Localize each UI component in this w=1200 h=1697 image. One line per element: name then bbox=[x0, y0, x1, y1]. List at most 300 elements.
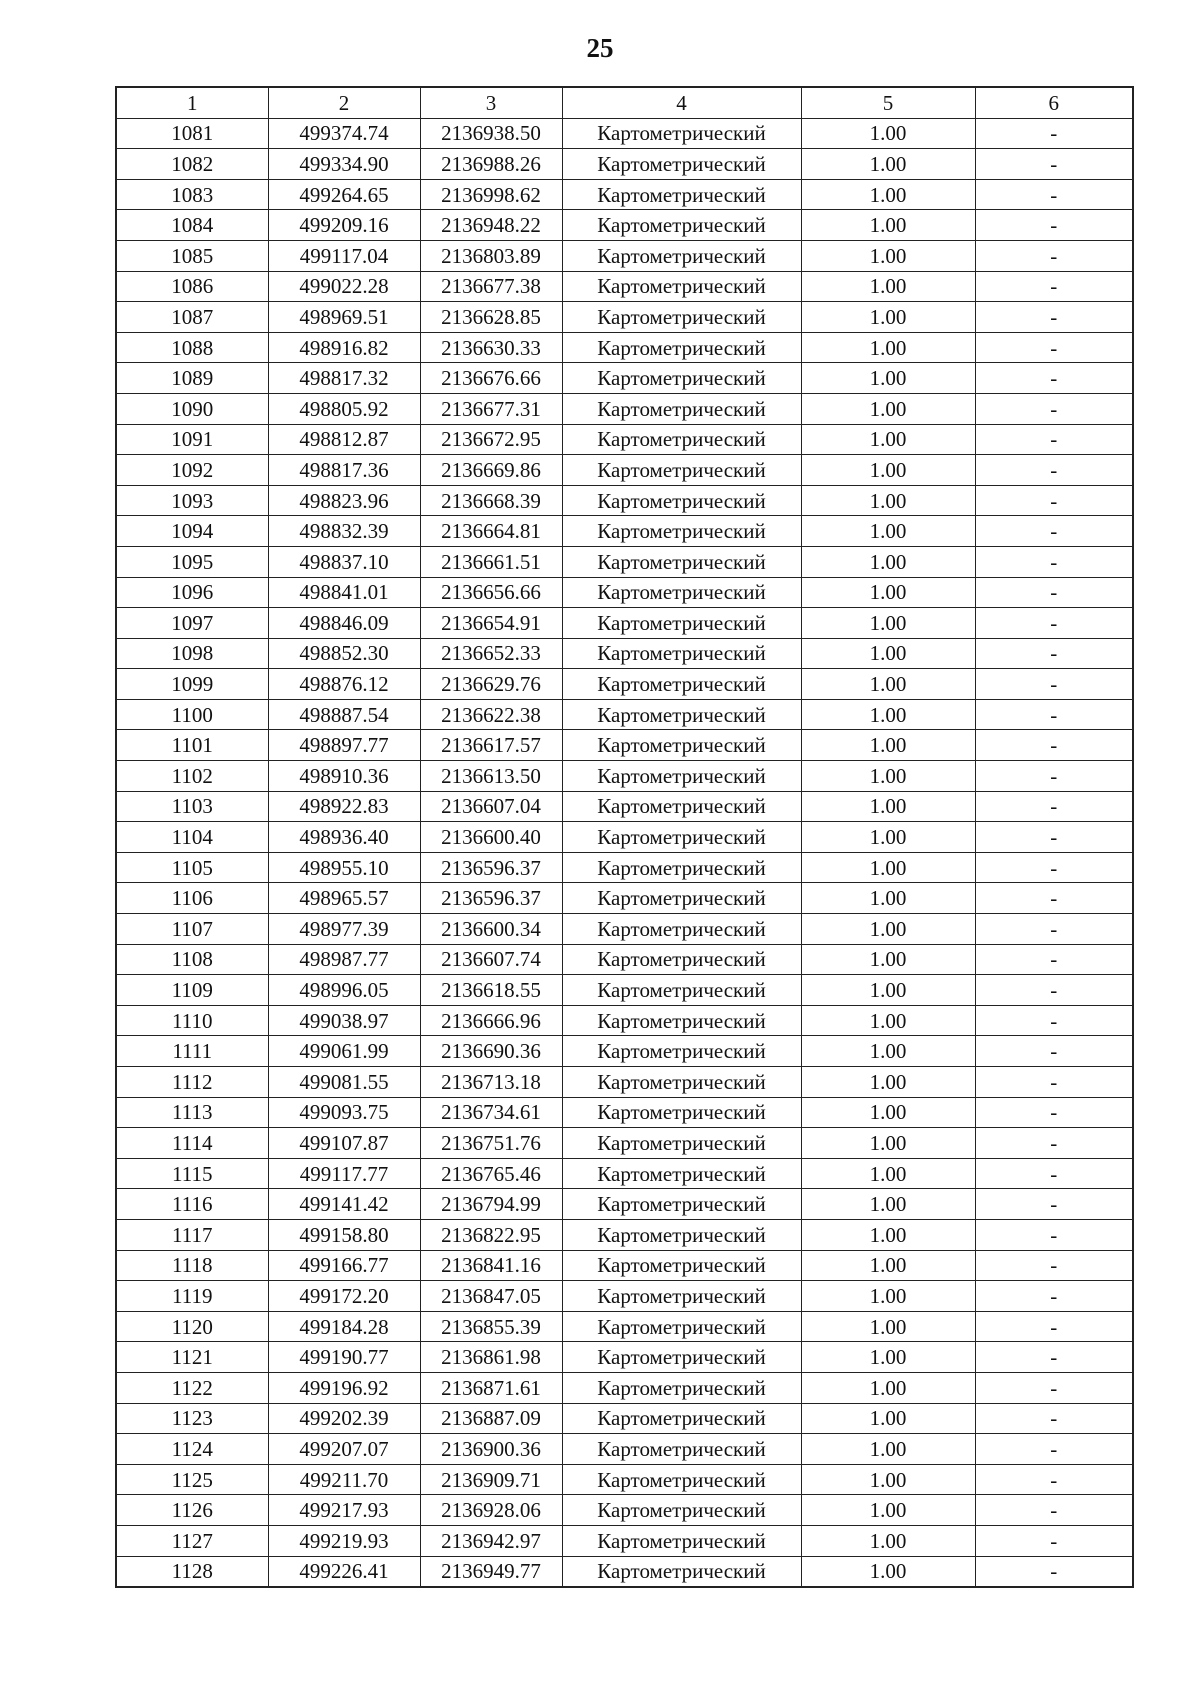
method-cell: Картометрический bbox=[562, 914, 801, 945]
x-coordinate-cell: 499081.55 bbox=[268, 1067, 420, 1098]
table-row bbox=[116, 608, 1133, 639]
y-coordinate-cell: 2136734.61 bbox=[420, 1097, 562, 1128]
y-coordinate-cell: 2136988.26 bbox=[420, 149, 562, 180]
x-coordinate-cell: 499061.99 bbox=[268, 1036, 420, 1067]
y-coordinate-cell: 2136672.95 bbox=[420, 424, 562, 455]
accuracy-cell: 1.00 bbox=[801, 944, 975, 975]
accuracy-cell: 1.00 bbox=[801, 852, 975, 883]
description-cell: - bbox=[975, 1005, 1133, 1036]
table-row bbox=[116, 1281, 1133, 1312]
page-number: 25 bbox=[586, 33, 614, 63]
table-row bbox=[116, 302, 1133, 333]
point-number-cell: 1116 bbox=[116, 1189, 268, 1220]
method-cell: Картометрический bbox=[562, 485, 801, 516]
point-number-cell: 1089 bbox=[116, 363, 268, 394]
description-cell: - bbox=[975, 1219, 1133, 1250]
description-cell: - bbox=[975, 608, 1133, 639]
accuracy-cell: 1.00 bbox=[801, 1342, 975, 1373]
y-coordinate-cell: 2136690.36 bbox=[420, 1036, 562, 1067]
y-coordinate-cell: 2136928.06 bbox=[420, 1495, 562, 1526]
x-coordinate-cell: 498969.51 bbox=[268, 302, 420, 333]
y-coordinate-cell: 2136600.40 bbox=[420, 822, 562, 853]
point-number-cell: 1113 bbox=[116, 1097, 268, 1128]
point-number-cell: 1109 bbox=[116, 975, 268, 1006]
table-row bbox=[116, 1158, 1133, 1189]
x-coordinate-cell: 498817.32 bbox=[268, 363, 420, 394]
x-coordinate-cell: 499209.16 bbox=[268, 210, 420, 241]
x-coordinate-cell: 498910.36 bbox=[268, 761, 420, 792]
method-cell: Картометрический bbox=[562, 516, 801, 547]
table-row bbox=[116, 1311, 1133, 1342]
x-coordinate-cell: 498837.10 bbox=[268, 546, 420, 577]
table-row bbox=[116, 1036, 1133, 1067]
table-row bbox=[116, 393, 1133, 424]
x-coordinate-cell: 499211.70 bbox=[268, 1464, 420, 1495]
description-cell: - bbox=[975, 1434, 1133, 1465]
method-cell: Картометрический bbox=[562, 852, 801, 883]
accuracy-cell: 1.00 bbox=[801, 271, 975, 302]
y-coordinate-cell: 2136942.97 bbox=[420, 1525, 562, 1556]
point-number-cell: 1128 bbox=[116, 1556, 268, 1587]
description-cell: - bbox=[975, 302, 1133, 333]
y-coordinate-cell: 2136751.76 bbox=[420, 1128, 562, 1159]
column-header-4: 4 bbox=[562, 87, 801, 118]
accuracy-cell: 1.00 bbox=[801, 1005, 975, 1036]
x-coordinate-cell: 499038.97 bbox=[268, 1005, 420, 1036]
accuracy-cell: 1.00 bbox=[801, 669, 975, 700]
description-cell: - bbox=[975, 1495, 1133, 1526]
method-cell: Картометрический bbox=[562, 424, 801, 455]
y-coordinate-cell: 2136629.76 bbox=[420, 669, 562, 700]
accuracy-cell: 1.00 bbox=[801, 1219, 975, 1250]
point-number-cell: 1103 bbox=[116, 791, 268, 822]
table-row bbox=[116, 761, 1133, 792]
x-coordinate-cell: 499184.28 bbox=[268, 1311, 420, 1342]
point-number-cell: 1090 bbox=[116, 393, 268, 424]
method-cell: Картометрический bbox=[562, 577, 801, 608]
table-row bbox=[116, 1219, 1133, 1250]
table-row bbox=[116, 1189, 1133, 1220]
description-cell: - bbox=[975, 761, 1133, 792]
table-row bbox=[116, 1128, 1133, 1159]
accuracy-cell: 1.00 bbox=[801, 1556, 975, 1587]
table-row bbox=[116, 730, 1133, 761]
description-cell: - bbox=[975, 638, 1133, 669]
accuracy-cell: 1.00 bbox=[801, 791, 975, 822]
table-row bbox=[116, 485, 1133, 516]
y-coordinate-cell: 2136847.05 bbox=[420, 1281, 562, 1312]
point-number-cell: 1088 bbox=[116, 332, 268, 363]
point-number-cell: 1120 bbox=[116, 1311, 268, 1342]
x-coordinate-cell: 498841.01 bbox=[268, 577, 420, 608]
method-cell: Картометрический bbox=[562, 1342, 801, 1373]
point-number-cell: 1127 bbox=[116, 1525, 268, 1556]
x-coordinate-cell: 499217.93 bbox=[268, 1495, 420, 1526]
accuracy-cell: 1.00 bbox=[801, 730, 975, 761]
description-cell: - bbox=[975, 118, 1133, 149]
x-coordinate-cell: 499196.92 bbox=[268, 1372, 420, 1403]
method-cell: Картометрический bbox=[562, 1158, 801, 1189]
table-row bbox=[116, 516, 1133, 547]
x-coordinate-cell: 499374.74 bbox=[268, 118, 420, 149]
y-coordinate-cell: 2136677.38 bbox=[420, 271, 562, 302]
table-row bbox=[116, 669, 1133, 700]
table-row bbox=[116, 1403, 1133, 1434]
y-coordinate-cell: 2136676.66 bbox=[420, 363, 562, 394]
method-cell: Картометрический bbox=[562, 363, 801, 394]
description-cell: - bbox=[975, 730, 1133, 761]
method-cell: Картометрический bbox=[562, 271, 801, 302]
accuracy-cell: 1.00 bbox=[801, 1281, 975, 1312]
x-coordinate-cell: 499207.07 bbox=[268, 1434, 420, 1465]
point-number-cell: 1110 bbox=[116, 1005, 268, 1036]
table-row bbox=[116, 363, 1133, 394]
table-row bbox=[116, 210, 1133, 241]
method-cell: Картометрический bbox=[562, 1372, 801, 1403]
description-cell: - bbox=[975, 1067, 1133, 1098]
table-row bbox=[116, 1250, 1133, 1281]
x-coordinate-cell: 499172.20 bbox=[268, 1281, 420, 1312]
description-cell: - bbox=[975, 1250, 1133, 1281]
table-row bbox=[116, 822, 1133, 853]
x-coordinate-cell: 498852.30 bbox=[268, 638, 420, 669]
x-coordinate-cell: 498922.83 bbox=[268, 791, 420, 822]
method-cell: Картометрический bbox=[562, 1495, 801, 1526]
x-coordinate-cell: 499093.75 bbox=[268, 1097, 420, 1128]
table-row bbox=[116, 1342, 1133, 1373]
method-cell: Картометрический bbox=[562, 1128, 801, 1159]
y-coordinate-cell: 2136607.04 bbox=[420, 791, 562, 822]
y-coordinate-cell: 2136607.74 bbox=[420, 944, 562, 975]
accuracy-cell: 1.00 bbox=[801, 485, 975, 516]
accuracy-cell: 1.00 bbox=[801, 1128, 975, 1159]
y-coordinate-cell: 2136618.55 bbox=[420, 975, 562, 1006]
accuracy-cell: 1.00 bbox=[801, 149, 975, 180]
x-coordinate-cell: 498987.77 bbox=[268, 944, 420, 975]
description-cell: - bbox=[975, 1189, 1133, 1220]
x-coordinate-cell: 499219.93 bbox=[268, 1525, 420, 1556]
y-coordinate-cell: 2136668.39 bbox=[420, 485, 562, 516]
y-coordinate-cell: 2136661.51 bbox=[420, 546, 562, 577]
accuracy-cell: 1.00 bbox=[801, 240, 975, 271]
y-coordinate-cell: 2136887.09 bbox=[420, 1403, 562, 1434]
description-cell: - bbox=[975, 669, 1133, 700]
x-coordinate-cell: 498812.87 bbox=[268, 424, 420, 455]
description-cell: - bbox=[975, 179, 1133, 210]
table-row bbox=[116, 424, 1133, 455]
table-row bbox=[116, 975, 1133, 1006]
point-number-cell: 1086 bbox=[116, 271, 268, 302]
method-cell: Картометрический bbox=[562, 791, 801, 822]
x-coordinate-cell: 498897.77 bbox=[268, 730, 420, 761]
accuracy-cell: 1.00 bbox=[801, 210, 975, 241]
method-cell: Картометрический bbox=[562, 1005, 801, 1036]
method-cell: Картометрический bbox=[562, 332, 801, 363]
description-cell: - bbox=[975, 699, 1133, 730]
table-header bbox=[116, 87, 1133, 118]
point-number-cell: 1117 bbox=[116, 1219, 268, 1250]
point-number-cell: 1119 bbox=[116, 1281, 268, 1312]
accuracy-cell: 1.00 bbox=[801, 118, 975, 149]
description-cell: - bbox=[975, 1403, 1133, 1434]
description-cell: - bbox=[975, 577, 1133, 608]
y-coordinate-cell: 2136596.37 bbox=[420, 852, 562, 883]
x-coordinate-cell: 498887.54 bbox=[268, 699, 420, 730]
method-cell: Картометрический bbox=[562, 1556, 801, 1587]
point-number-cell: 1085 bbox=[116, 240, 268, 271]
point-number-cell: 1083 bbox=[116, 179, 268, 210]
description-cell: - bbox=[975, 1525, 1133, 1556]
table-row bbox=[116, 240, 1133, 271]
y-coordinate-cell: 2136669.86 bbox=[420, 455, 562, 486]
accuracy-cell: 1.00 bbox=[801, 1525, 975, 1556]
y-coordinate-cell: 2136855.39 bbox=[420, 1311, 562, 1342]
description-cell: - bbox=[975, 944, 1133, 975]
x-coordinate-cell: 498955.10 bbox=[268, 852, 420, 883]
point-number-cell: 1102 bbox=[116, 761, 268, 792]
column-header-6: 6 bbox=[975, 87, 1133, 118]
table-row bbox=[116, 638, 1133, 669]
method-cell: Картометрический bbox=[562, 1403, 801, 1434]
table-row bbox=[116, 1005, 1133, 1036]
column-header-5: 5 bbox=[801, 87, 975, 118]
table-row bbox=[116, 149, 1133, 180]
point-number-cell: 1091 bbox=[116, 424, 268, 455]
y-coordinate-cell: 2136652.33 bbox=[420, 638, 562, 669]
method-cell: Картометрический bbox=[562, 699, 801, 730]
y-coordinate-cell: 2136871.61 bbox=[420, 1372, 562, 1403]
point-number-cell: 1122 bbox=[116, 1372, 268, 1403]
y-coordinate-cell: 2136613.50 bbox=[420, 761, 562, 792]
description-cell: - bbox=[975, 332, 1133, 363]
description-cell: - bbox=[975, 914, 1133, 945]
point-number-cell: 1097 bbox=[116, 608, 268, 639]
method-cell: Картометрический bbox=[562, 1097, 801, 1128]
point-number-cell: 1123 bbox=[116, 1403, 268, 1434]
description-cell: - bbox=[975, 363, 1133, 394]
accuracy-cell: 1.00 bbox=[801, 1097, 975, 1128]
accuracy-cell: 1.00 bbox=[801, 1250, 975, 1281]
y-coordinate-cell: 2136794.99 bbox=[420, 1189, 562, 1220]
method-cell: Картометрический bbox=[562, 240, 801, 271]
description-cell: - bbox=[975, 1464, 1133, 1495]
table-row bbox=[116, 1464, 1133, 1495]
method-cell: Картометрический bbox=[562, 179, 801, 210]
point-number-cell: 1095 bbox=[116, 546, 268, 577]
method-cell: Картометрический bbox=[562, 149, 801, 180]
y-coordinate-cell: 2136861.98 bbox=[420, 1342, 562, 1373]
accuracy-cell: 1.00 bbox=[801, 302, 975, 333]
table-row bbox=[116, 1097, 1133, 1128]
table-row bbox=[116, 1556, 1133, 1587]
accuracy-cell: 1.00 bbox=[801, 1403, 975, 1434]
point-number-cell: 1082 bbox=[116, 149, 268, 180]
method-cell: Картометрический bbox=[562, 1525, 801, 1556]
table-row bbox=[116, 455, 1133, 486]
accuracy-cell: 1.00 bbox=[801, 883, 975, 914]
point-number-cell: 1096 bbox=[116, 577, 268, 608]
table-row bbox=[116, 179, 1133, 210]
accuracy-cell: 1.00 bbox=[801, 1189, 975, 1220]
point-number-cell: 1115 bbox=[116, 1158, 268, 1189]
x-coordinate-cell: 499117.04 bbox=[268, 240, 420, 271]
description-cell: - bbox=[975, 240, 1133, 271]
point-number-cell: 1107 bbox=[116, 914, 268, 945]
point-number-cell: 1094 bbox=[116, 516, 268, 547]
point-number-cell: 1126 bbox=[116, 1495, 268, 1526]
method-cell: Картометрический bbox=[562, 546, 801, 577]
x-coordinate-cell: 498916.82 bbox=[268, 332, 420, 363]
description-cell: - bbox=[975, 1097, 1133, 1128]
description-cell: - bbox=[975, 1556, 1133, 1587]
y-coordinate-cell: 2136841.16 bbox=[420, 1250, 562, 1281]
x-coordinate-cell: 498846.09 bbox=[268, 608, 420, 639]
y-coordinate-cell: 2136900.36 bbox=[420, 1434, 562, 1465]
accuracy-cell: 1.00 bbox=[801, 1495, 975, 1526]
method-cell: Картометрический bbox=[562, 1281, 801, 1312]
accuracy-cell: 1.00 bbox=[801, 1434, 975, 1465]
accuracy-cell: 1.00 bbox=[801, 363, 975, 394]
x-coordinate-cell: 499226.41 bbox=[268, 1556, 420, 1587]
table-row bbox=[116, 791, 1133, 822]
point-number-cell: 1084 bbox=[116, 210, 268, 241]
point-number-cell: 1121 bbox=[116, 1342, 268, 1373]
accuracy-cell: 1.00 bbox=[801, 577, 975, 608]
point-number-cell: 1124 bbox=[116, 1434, 268, 1465]
method-cell: Картометрический bbox=[562, 1219, 801, 1250]
method-cell: Картометрический bbox=[562, 608, 801, 639]
description-cell: - bbox=[975, 1311, 1133, 1342]
point-number-cell: 1099 bbox=[116, 669, 268, 700]
accuracy-cell: 1.00 bbox=[801, 699, 975, 730]
method-cell: Картометрический bbox=[562, 393, 801, 424]
y-coordinate-cell: 2136596.37 bbox=[420, 883, 562, 914]
x-coordinate-cell: 499158.80 bbox=[268, 1219, 420, 1250]
table-row bbox=[116, 332, 1133, 363]
y-coordinate-cell: 2136948.22 bbox=[420, 210, 562, 241]
point-number-cell: 1104 bbox=[116, 822, 268, 853]
point-number-cell: 1081 bbox=[116, 118, 268, 149]
accuracy-cell: 1.00 bbox=[801, 914, 975, 945]
y-coordinate-cell: 2136909.71 bbox=[420, 1464, 562, 1495]
method-cell: Картометрический bbox=[562, 302, 801, 333]
y-coordinate-cell: 2136664.81 bbox=[420, 516, 562, 547]
y-coordinate-cell: 2136677.31 bbox=[420, 393, 562, 424]
y-coordinate-cell: 2136622.38 bbox=[420, 699, 562, 730]
description-cell: - bbox=[975, 271, 1133, 302]
method-cell: Картометрический bbox=[562, 822, 801, 853]
x-coordinate-cell: 499202.39 bbox=[268, 1403, 420, 1434]
method-cell: Картометрический bbox=[562, 118, 801, 149]
x-coordinate-cell: 498823.96 bbox=[268, 485, 420, 516]
y-coordinate-cell: 2136617.57 bbox=[420, 730, 562, 761]
y-coordinate-cell: 2136803.89 bbox=[420, 240, 562, 271]
point-number-cell: 1112 bbox=[116, 1067, 268, 1098]
method-cell: Картометрический bbox=[562, 730, 801, 761]
description-cell: - bbox=[975, 791, 1133, 822]
x-coordinate-cell: 499334.90 bbox=[268, 149, 420, 180]
table-row bbox=[116, 1495, 1133, 1526]
x-coordinate-cell: 499022.28 bbox=[268, 271, 420, 302]
x-coordinate-cell: 499190.77 bbox=[268, 1342, 420, 1373]
table-body bbox=[116, 118, 1133, 1587]
method-cell: Картометрический bbox=[562, 1311, 801, 1342]
description-cell: - bbox=[975, 516, 1133, 547]
point-number-cell: 1111 bbox=[116, 1036, 268, 1067]
accuracy-cell: 1.00 bbox=[801, 179, 975, 210]
y-coordinate-cell: 2136654.91 bbox=[420, 608, 562, 639]
method-cell: Картометрический bbox=[562, 883, 801, 914]
accuracy-cell: 1.00 bbox=[801, 608, 975, 639]
y-coordinate-cell: 2136938.50 bbox=[420, 118, 562, 149]
method-cell: Картометрический bbox=[562, 1189, 801, 1220]
x-coordinate-cell: 498805.92 bbox=[268, 393, 420, 424]
accuracy-cell: 1.00 bbox=[801, 393, 975, 424]
accuracy-cell: 1.00 bbox=[801, 546, 975, 577]
y-coordinate-cell: 2136656.66 bbox=[420, 577, 562, 608]
method-cell: Картометрический bbox=[562, 1036, 801, 1067]
point-number-cell: 1093 bbox=[116, 485, 268, 516]
method-cell: Картометрический bbox=[562, 638, 801, 669]
column-header-1: 1 bbox=[116, 87, 268, 118]
x-coordinate-cell: 498876.12 bbox=[268, 669, 420, 700]
x-coordinate-cell: 499141.42 bbox=[268, 1189, 420, 1220]
description-cell: - bbox=[975, 1128, 1133, 1159]
x-coordinate-cell: 499107.87 bbox=[268, 1128, 420, 1159]
point-number-cell: 1092 bbox=[116, 455, 268, 486]
x-coordinate-cell: 499264.65 bbox=[268, 179, 420, 210]
point-number-cell: 1101 bbox=[116, 730, 268, 761]
x-coordinate-cell: 498977.39 bbox=[268, 914, 420, 945]
y-coordinate-cell: 2136998.62 bbox=[420, 179, 562, 210]
table-row bbox=[116, 271, 1133, 302]
point-number-cell: 1106 bbox=[116, 883, 268, 914]
description-cell: - bbox=[975, 852, 1133, 883]
method-cell: Картометрический bbox=[562, 210, 801, 241]
description-cell: - bbox=[975, 546, 1133, 577]
y-coordinate-cell: 2136600.34 bbox=[420, 914, 562, 945]
method-cell: Картометрический bbox=[562, 975, 801, 1006]
x-coordinate-cell: 498996.05 bbox=[268, 975, 420, 1006]
table-row bbox=[116, 883, 1133, 914]
point-number-cell: 1100 bbox=[116, 699, 268, 730]
table-row bbox=[116, 1434, 1133, 1465]
accuracy-cell: 1.00 bbox=[801, 822, 975, 853]
description-cell: - bbox=[975, 393, 1133, 424]
accuracy-cell: 1.00 bbox=[801, 455, 975, 486]
x-coordinate-cell: 498817.36 bbox=[268, 455, 420, 486]
point-number-cell: 1125 bbox=[116, 1464, 268, 1495]
method-cell: Картометрический bbox=[562, 1067, 801, 1098]
accuracy-cell: 1.00 bbox=[801, 1067, 975, 1098]
table-row bbox=[116, 944, 1133, 975]
description-cell: - bbox=[975, 210, 1133, 241]
description-cell: - bbox=[975, 1158, 1133, 1189]
accuracy-cell: 1.00 bbox=[801, 975, 975, 1006]
x-coordinate-cell: 498936.40 bbox=[268, 822, 420, 853]
header-row bbox=[116, 87, 1133, 118]
table-row bbox=[116, 914, 1133, 945]
description-cell: - bbox=[975, 1281, 1133, 1312]
accuracy-cell: 1.00 bbox=[801, 332, 975, 363]
table-row bbox=[116, 1067, 1133, 1098]
accuracy-cell: 1.00 bbox=[801, 1158, 975, 1189]
accuracy-cell: 1.00 bbox=[801, 1464, 975, 1495]
point-number-cell: 1098 bbox=[116, 638, 268, 669]
point-number-cell: 1087 bbox=[116, 302, 268, 333]
method-cell: Картометрический bbox=[562, 761, 801, 792]
point-number-cell: 1114 bbox=[116, 1128, 268, 1159]
